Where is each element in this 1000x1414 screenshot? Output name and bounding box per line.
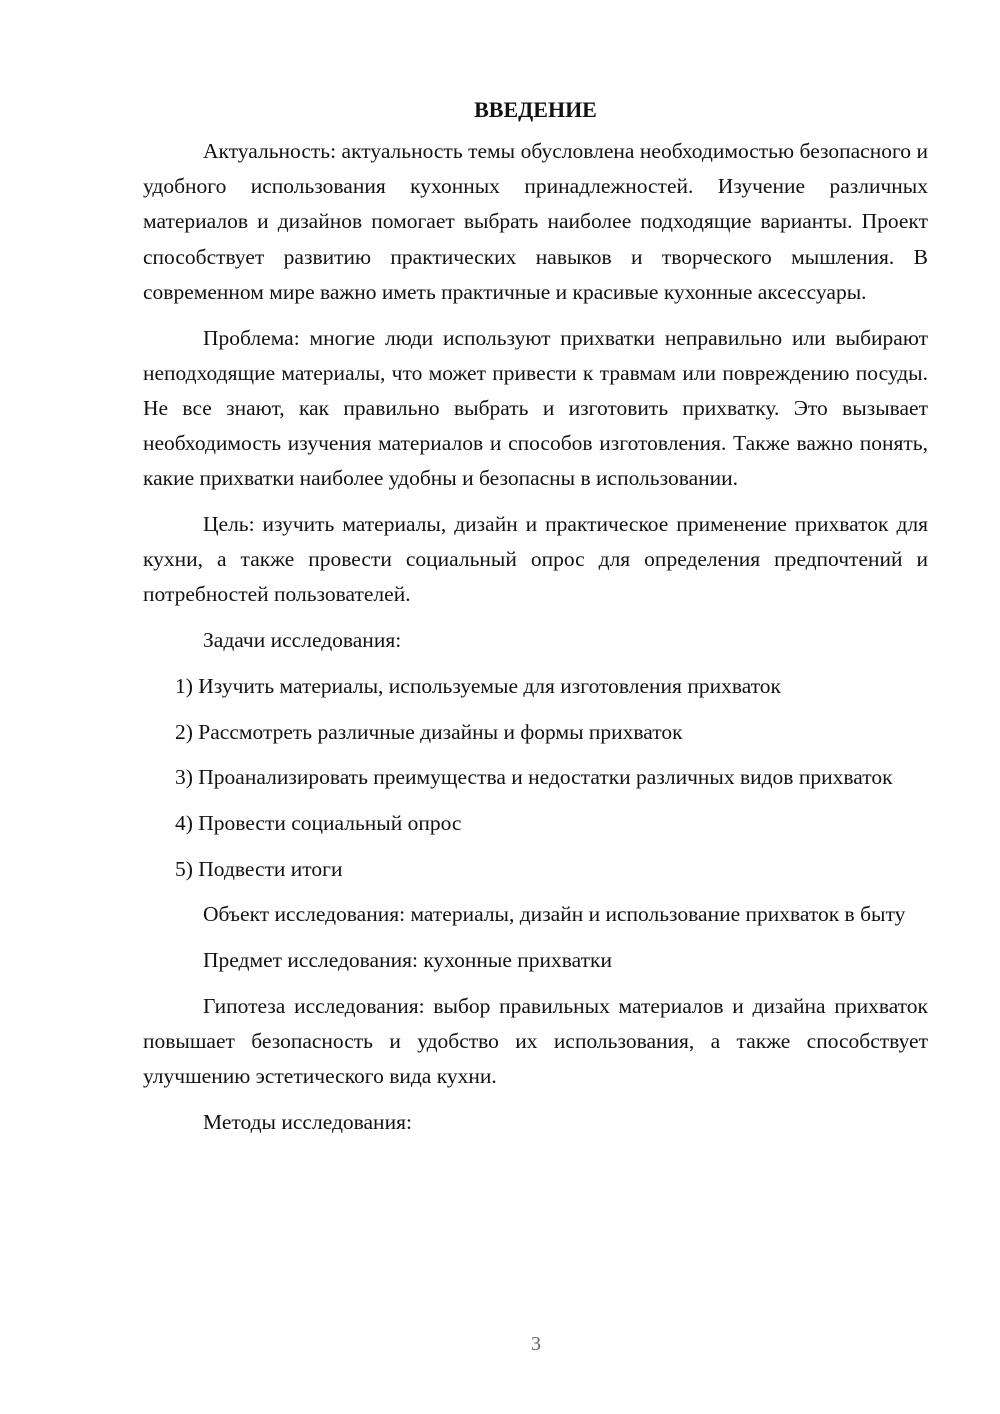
object-paragraph: Объект исследования: материалы, дизайн и использование прихваток в быту [203, 902, 906, 927]
task-item: 5) Подвести итоги [175, 856, 343, 881]
tasks-heading: Задачи исследования: [203, 628, 402, 653]
page-title: ВВЕДЕНИЕ [474, 97, 597, 122]
task-item: 2) Рассмотреть различные дизайны и формы прихваток [175, 719, 683, 744]
page-number: 3 [531, 1333, 541, 1355]
hypothesis-paragraph: Гипотеза исследования: выбор правильных материалов и дизайна прихваток повышает безопасность и удобство их использования, а также способствует улучшению эстетического вида кухни. [143, 993, 928, 1089]
problem-paragraph: Проблема: многие люди используют прихватки неправильно или выбирают неподходящие материалы, что может привести к травмам или повреждению посуды. Не все знают, как правильно выбрать и изготовить прихватку. Это вызывает необходимость изучения материалов и способов изготовления. Также важно понять, какие прихватки наиболее удобны и безопасны в использовании. [143, 325, 928, 491]
goal-paragraph: Цель: изучить материалы, дизайн и практическое применение прихваток для кухни, а также провести социальный опрос для определения предпочтений и потребностей пользователей. [143, 512, 928, 607]
subject-paragraph: Предмет исследования: кухонные прихватки [203, 948, 612, 973]
task-item: 3) Проанализировать преимущества и недостатки различных видов прихваток [175, 765, 893, 790]
task-item: 1) Изучить материалы, используемые для изготовления прихваток [175, 673, 781, 698]
relevance-paragraph: Актуальность: актуальность темы обусловлена необходимостью безопасного и удобного использования кухонных принадлежностей. Изучение различных материалов и дизайнов помогает выбрать наиболее подходящие варианты. Проект способствует развитию практических навыков и творческого мышления. В современном мире важно иметь практичные и красивые кухонные аксессуары. [143, 139, 928, 304]
page-content [143, 92, 928, 1140]
task-item: 4) Провести социальный опрос [175, 810, 462, 835]
methods-heading: Методы исследования: [203, 1109, 412, 1134]
